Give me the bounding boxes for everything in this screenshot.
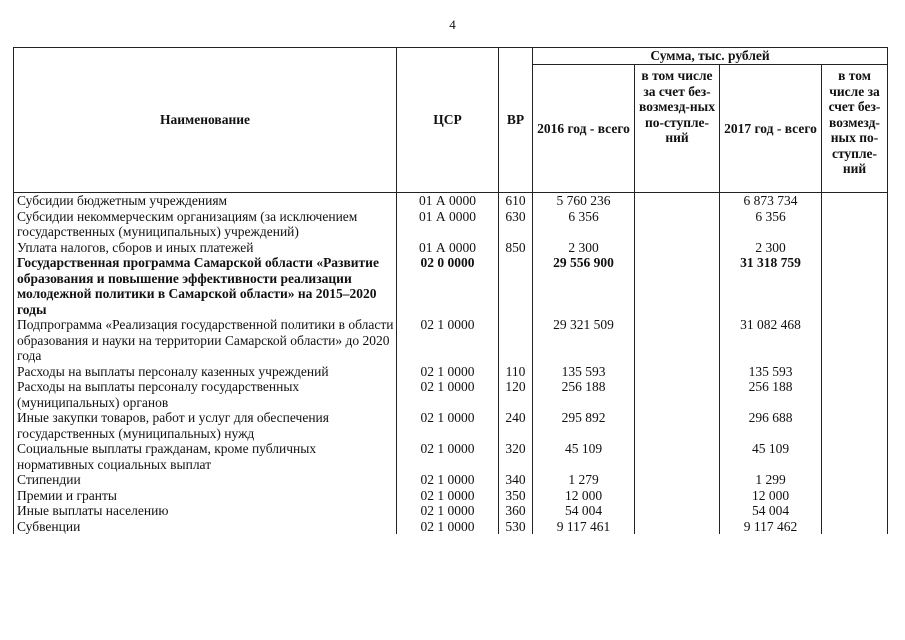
row-2017-free <box>822 503 888 519</box>
row-2017-free <box>822 488 888 504</box>
table-row <box>14 193 888 209</box>
row-vr: 360 <box>499 503 533 519</box>
row-2016-total: 256 188 <box>533 379 635 410</box>
row-vr: 850 <box>499 240 533 256</box>
table-row <box>14 503 888 519</box>
row-csr: 01 А 0000 <box>397 240 499 256</box>
row-2016-free <box>635 488 720 504</box>
header-vr: ВР <box>499 48 533 193</box>
header-2016-total: 2016 год - всего <box>533 65 635 193</box>
table-row <box>14 472 888 488</box>
row-2017-free <box>822 364 888 380</box>
row-csr: 02 1 0000 <box>397 410 499 441</box>
row-2017-total: 296 688 <box>720 410 822 441</box>
row-2016-total: 9 117 461 <box>533 519 635 535</box>
row-2017-total: 2 300 <box>720 240 822 256</box>
row-name: Социальные выплаты гражданам, кроме публичных нормативных социальных выплат <box>14 441 397 472</box>
row-2016-total: 6 356 <box>533 209 635 240</box>
row-csr: 02 1 0000 <box>397 503 499 519</box>
table-body <box>14 193 888 535</box>
row-2017-free <box>822 441 888 472</box>
row-2016-free <box>635 519 720 535</box>
table-row-subprogram <box>14 317 888 364</box>
row-2016-total: 135 593 <box>533 364 635 380</box>
row-2017-free <box>822 255 888 317</box>
row-2016-total: 45 109 <box>533 441 635 472</box>
row-csr: 01 А 0000 <box>397 193 499 209</box>
row-csr: 02 1 0000 <box>397 317 499 364</box>
row-2017-total: 6 873 734 <box>720 193 822 209</box>
header-csr: ЦСР <box>397 48 499 193</box>
row-vr: 340 <box>499 472 533 488</box>
row-csr: 01 А 0000 <box>397 209 499 240</box>
row-2017-total: 45 109 <box>720 441 822 472</box>
table-row <box>14 240 888 256</box>
row-2016-total: 29 321 509 <box>533 317 635 364</box>
row-vr: 530 <box>499 519 533 535</box>
row-2017-total: 256 188 <box>720 379 822 410</box>
row-2017-total: 54 004 <box>720 503 822 519</box>
row-2017-total: 31 082 468 <box>720 317 822 364</box>
row-name: Уплата налогов, сборов и иных платежей <box>14 240 397 256</box>
row-2017-free <box>822 472 888 488</box>
row-csr: 02 1 0000 <box>397 519 499 535</box>
table-row <box>14 441 888 472</box>
row-2016-free <box>635 379 720 410</box>
row-2016-total: 1 279 <box>533 472 635 488</box>
row-2017-free <box>822 379 888 410</box>
header-sum-group: Сумма, тыс. рублей <box>533 48 888 65</box>
header-2017-total: 2017 год - всего <box>720 65 822 193</box>
page-number: 4 <box>449 17 456 32</box>
row-csr: 02 1 0000 <box>397 488 499 504</box>
row-2016-free <box>635 441 720 472</box>
row-2016-free <box>635 472 720 488</box>
row-csr: 02 1 0000 <box>397 441 499 472</box>
header-name: Наименование <box>14 48 397 193</box>
row-2016-total: 295 892 <box>533 410 635 441</box>
table-row-program <box>14 255 888 317</box>
row-2016-free <box>635 193 720 209</box>
row-2016-free <box>635 503 720 519</box>
row-2016-free <box>635 240 720 256</box>
table-header <box>14 48 888 193</box>
row-csr: 02 0 0000 <box>397 255 499 317</box>
row-2016-free <box>635 255 720 317</box>
row-name: Стипендии <box>14 472 397 488</box>
row-vr: 120 <box>499 379 533 410</box>
row-name: Подпрограмма «Реализация государственной политики в области образования и науки на территории Самарской области» до 2020 года <box>14 317 397 364</box>
row-vr: 630 <box>499 209 533 240</box>
row-2016-free <box>635 364 720 380</box>
row-2017-free <box>822 240 888 256</box>
row-vr: 610 <box>499 193 533 209</box>
row-vr: 110 <box>499 364 533 380</box>
table-row <box>14 410 888 441</box>
row-2017-free <box>822 209 888 240</box>
row-name: Премии и гранты <box>14 488 397 504</box>
header-2017-free: в том числе за счет без-возмезд-ных по-ступле-ний <box>822 65 888 193</box>
row-vr: 320 <box>499 441 533 472</box>
row-name: Расходы на выплаты персоналу государственных (муниципальных) органов <box>14 379 397 410</box>
row-2017-free <box>822 193 888 209</box>
table-row <box>14 364 888 380</box>
row-2017-free <box>822 410 888 441</box>
row-name: Субвенции <box>14 519 397 535</box>
row-2016-free <box>635 209 720 240</box>
row-2016-free <box>635 317 720 364</box>
budget-table <box>13 47 888 534</box>
row-name: Иные выплаты населению <box>14 503 397 519</box>
row-2017-total: 135 593 <box>720 364 822 380</box>
row-2017-total: 6 356 <box>720 209 822 240</box>
row-2017-free <box>822 317 888 364</box>
row-2016-total: 12 000 <box>533 488 635 504</box>
row-2017-total: 1 299 <box>720 472 822 488</box>
header-2016-free: в том числе за счет без-возмезд-ных по-ступле-ний <box>635 65 720 193</box>
row-2017-total: 12 000 <box>720 488 822 504</box>
row-vr: 350 <box>499 488 533 504</box>
row-name: Субсидии бюджетным учреждениям <box>14 193 397 209</box>
row-2016-total: 2 300 <box>533 240 635 256</box>
row-name: Иные закупки товаров, работ и услуг для обеспечения государственных (муниципальных) нужд <box>14 410 397 441</box>
row-2017-total: 31 318 759 <box>720 255 822 317</box>
row-csr: 02 1 0000 <box>397 472 499 488</box>
row-2016-total: 54 004 <box>533 503 635 519</box>
row-name: Расходы на выплаты персоналу казенных учреждений <box>14 364 397 380</box>
table-row <box>14 488 888 504</box>
row-2016-total: 29 556 900 <box>533 255 635 317</box>
row-2017-total: 9 117 462 <box>720 519 822 535</box>
row-vr <box>499 317 533 364</box>
row-vr: 240 <box>499 410 533 441</box>
row-2017-free <box>822 519 888 535</box>
row-2016-total: 5 760 236 <box>533 193 635 209</box>
row-name: Субсидии некоммерческим организациям (за исключением государственных (муниципальных) учреждений) <box>14 209 397 240</box>
table-row <box>14 379 888 410</box>
row-vr <box>499 255 533 317</box>
row-csr: 02 1 0000 <box>397 364 499 380</box>
row-2016-free <box>635 410 720 441</box>
row-csr: 02 1 0000 <box>397 379 499 410</box>
table-row <box>14 519 888 535</box>
row-name: Государственная программа Самарской области «Развитие образования и повышение эффективности реализации молодежной политики в Самарской области» на 2015–2020 годы <box>14 255 397 317</box>
table-row <box>14 209 888 240</box>
